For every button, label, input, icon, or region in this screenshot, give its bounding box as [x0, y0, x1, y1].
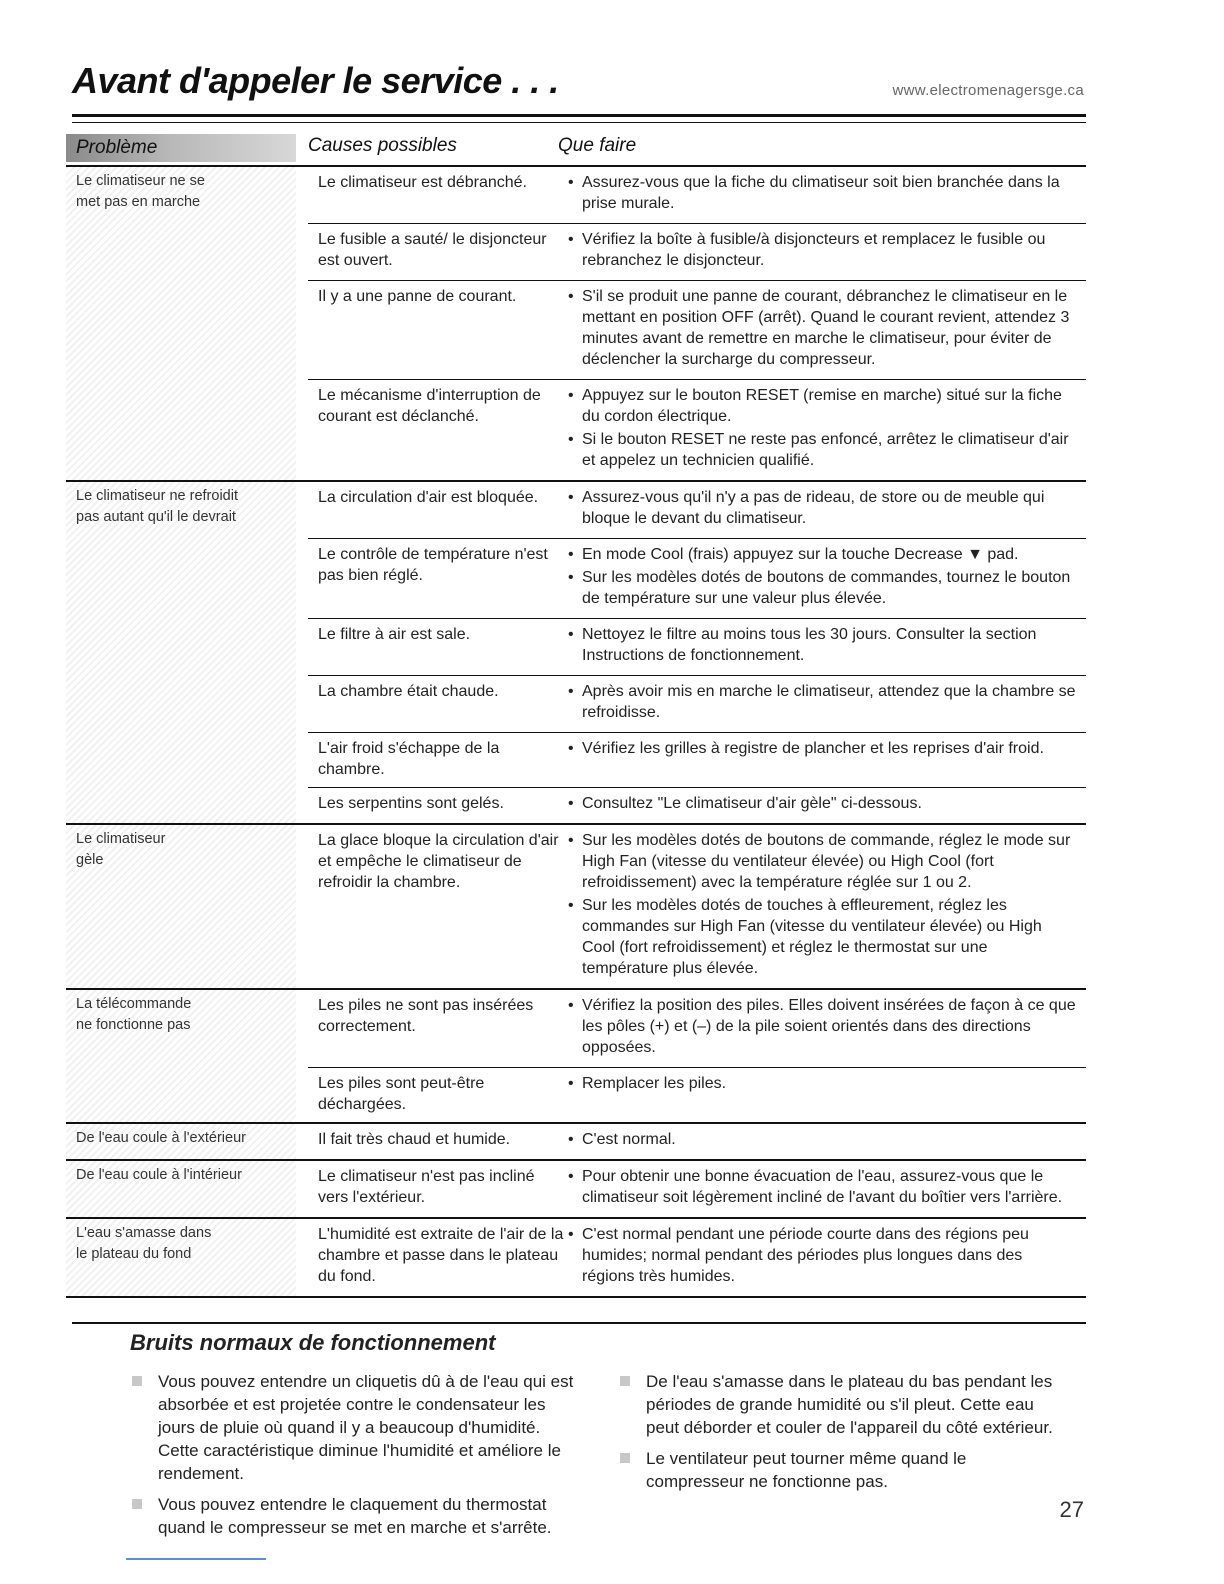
bullet-icon: • — [568, 683, 574, 700]
cause-text: Il y a une panne de courant. — [318, 288, 517, 305]
problem-group — [66, 482, 1086, 825]
fix-text: Si le bouton RESET ne reste pas enfoncé, arrêtez le climatiseur d'air et appelez un technicien qualifié. — [582, 431, 1069, 469]
fix-text: Sur les modèles dotés de touches à effleurement, réglez les commandes sur High Fan (vitesse du ventilateur élevée) ou High Cool (fort refroidissement) et réglez le thermostat sur une température plus élevée. — [582, 897, 1042, 977]
note-item — [618, 1447, 1068, 1493]
header-probleme: Problème — [66, 134, 296, 162]
fix-item — [568, 429, 1086, 471]
fix-text: Pour obtenir une bonne évacuation de l'eau, assurez-vous que le climatiseur soit légèrement incliné de l'avant du boîtier vers l'arrière. — [582, 1168, 1063, 1206]
problem-cell — [66, 825, 296, 988]
bullet-icon: • — [568, 174, 574, 191]
table-row — [308, 1161, 1086, 1217]
bullet-icon: • — [568, 832, 574, 849]
fix-text: En mode Cool (frais) appuyez sur la touche Decrease ▼ pad. — [582, 546, 1019, 563]
cause-text: La chambre était chaude. — [318, 683, 499, 700]
problem-group — [66, 167, 1086, 482]
note-text: De l'eau s'amasse dans le plateau du bas pendant les périodes de grande humidité ou s'il pleut. Cette eau peut déborder et couler de l'appareil du côté extérieur. — [646, 1372, 1053, 1437]
fix-item — [568, 624, 1086, 666]
problem-cell — [66, 1219, 296, 1296]
bullet-icon: • — [568, 387, 574, 404]
fix-item — [568, 229, 1086, 271]
fix-text: Consultez "Le climatiseur d'air gèle" ci-dessous. — [582, 795, 922, 812]
bullet-icon: • — [568, 997, 574, 1014]
header-rule-thin — [72, 122, 1086, 123]
cause-text: La glace bloque la circulation d'air et empêche le climatiseur de refroidir la chambre. — [318, 832, 559, 891]
problem-cell — [66, 167, 296, 480]
cause-text: Le fusible a sauté/ le disjoncteur est ouvert. — [318, 231, 547, 269]
fix-item — [568, 1224, 1086, 1287]
table-body — [66, 167, 1086, 1298]
table-row — [308, 1067, 1086, 1122]
fix-text: Assurez-vous que la fiche du climatiseur soit bien branchée dans la prise murale. — [582, 174, 1060, 212]
problem-text: ne fonctionne pas — [76, 1017, 191, 1033]
cause-text: Le mécanisme d'interruption de courant est déclanché. — [318, 387, 541, 425]
problem-cell — [66, 1124, 296, 1159]
bullet-icon: • — [568, 897, 574, 914]
problem-text: L'eau s'amasse dans — [76, 1225, 212, 1241]
square-bullet-icon — [620, 1453, 630, 1463]
problem-group — [66, 990, 1086, 1124]
problem-cell — [66, 482, 296, 823]
note-text: Vous pouvez entendre un cliquetis dû à de l'eau qui est absorbée et est projetée contre le condensateur les jours de pluie où quand il y a beaucoup d'humidité. Cette caractéristique diminue l'humidité et améliore le rendement. — [158, 1372, 574, 1483]
note-text: Vous pouvez entendre le claquement du thermostat quand le compresseur se met en marche et s'arrête. — [158, 1495, 552, 1537]
fix-item — [568, 544, 1086, 565]
fix-text: C'est normal pendant une période courte dans des régions peu humides; normal pendant des périodes plus longues dans des régions très humides. — [582, 1226, 1029, 1285]
footer-line — [126, 1558, 266, 1560]
cause-text: Les piles ne sont pas insérées correctement. — [318, 997, 534, 1035]
fix-item — [568, 1166, 1086, 1208]
fix-item — [568, 681, 1086, 723]
cause-text: Le climatiseur est débranché. — [318, 174, 527, 191]
fix-item — [568, 738, 1086, 759]
fix-text: Assurez-vous qu'il n'y a pas de rideau, de store ou de meuble qui bloque le devant du climatiseur. — [582, 489, 1045, 527]
bullet-icon: • — [568, 489, 574, 506]
fix-item — [568, 830, 1086, 893]
table-row — [308, 482, 1086, 538]
cause-text: Les serpentins sont gelés. — [318, 795, 504, 812]
problem-text: Le climatiseur ne se — [76, 173, 205, 189]
fix-item — [568, 995, 1086, 1058]
fix-text: Après avoir mis en marche le climatiseur, attendez que la chambre se refroidisse. — [582, 683, 1076, 721]
problem-group — [66, 1219, 1086, 1298]
section-rule — [72, 1322, 1086, 1324]
table-row — [308, 618, 1086, 675]
table-row — [308, 787, 1086, 823]
cause-text: Le filtre à air est sale. — [318, 626, 471, 643]
problem-text: gèle — [76, 852, 104, 868]
bullet-icon: • — [568, 288, 574, 305]
fix-text: Remplacer les piles. — [582, 1075, 727, 1092]
table-row — [308, 280, 1086, 379]
fix-item — [568, 172, 1086, 214]
cause-text: Il fait très chaud et humide. — [318, 1131, 511, 1148]
fix-item — [568, 385, 1086, 427]
fix-text: Sur les modèles dotés de boutons de commande, réglez le mode sur High Fan (vitesse du ventilateur élevée) ou High Cool (fort refroidissement) avec la température réglée sur 1 ou 2. — [582, 832, 1071, 891]
problem-text: pas autant qu'il le devrait — [76, 509, 236, 525]
table-row — [308, 223, 1086, 280]
note-item — [130, 1493, 580, 1539]
problem-text: Le climatiseur ne refroidit — [76, 488, 238, 504]
fix-text: Vérifiez les grilles à registre de plancher et les reprises d'air froid. — [582, 740, 1044, 757]
bullet-icon: • — [568, 546, 574, 563]
table-row — [308, 167, 1086, 223]
fix-text: Vérifiez la position des piles. Elles doivent insérées de façon à ce que les pôles (+) et (–) de la pile soient orientés dans des directions opposées. — [582, 997, 1076, 1056]
fix-item — [568, 793, 1086, 814]
problem-text: De l'eau coule à l'extérieur — [76, 1130, 246, 1146]
table-row — [308, 1124, 1086, 1159]
cause-text: L'humidité est extraite de l'air de la chambre et passe dans le plateau du fond. — [318, 1226, 564, 1285]
problem-cell — [66, 990, 296, 1122]
fix-text: C'est normal. — [582, 1131, 676, 1148]
table-header — [66, 133, 1086, 167]
table-row — [308, 825, 1086, 988]
fix-item — [568, 286, 1086, 370]
bullet-icon: • — [568, 431, 574, 448]
table-row — [308, 538, 1086, 618]
fix-item — [568, 895, 1086, 979]
notes-right-column — [618, 1370, 1068, 1501]
notes-left-column — [130, 1370, 580, 1547]
bullet-icon: • — [568, 231, 574, 248]
problem-group — [66, 825, 1086, 990]
bullet-icon: • — [568, 795, 574, 812]
square-bullet-icon — [620, 1376, 630, 1386]
bullet-icon: • — [568, 1226, 574, 1243]
note-item — [130, 1370, 580, 1485]
header-rule — [72, 114, 1086, 117]
fix-text: Nettoyez le filtre au moins tous les 30 jours. Consulter la section Instructions de fonctionnement. — [582, 626, 1037, 664]
table-row — [308, 732, 1086, 787]
square-bullet-icon — [132, 1499, 142, 1509]
cause-text: Le climatiseur n'est pas incliné vers l'extérieur. — [318, 1168, 535, 1206]
table-row — [308, 990, 1086, 1067]
page-title: Avant d'appeler le service . . . — [72, 60, 559, 101]
bullet-icon: • — [568, 1168, 574, 1185]
fix-item — [568, 567, 1086, 609]
page-number: 27 — [1059, 1497, 1084, 1522]
fix-text: Vérifiez la boîte à fusible/à disjoncteurs et remplacez le fusible ou rebranchez le disjoncteur. — [582, 231, 1046, 269]
table-row — [308, 1219, 1086, 1296]
troubleshooting-table — [66, 133, 1086, 1298]
header-que-faire: Que faire — [558, 135, 637, 156]
problem-group — [66, 1124, 1086, 1161]
note-item — [618, 1370, 1068, 1439]
problem-text: La télécommande — [76, 996, 192, 1012]
cause-text: Les piles sont peut-être déchargées. — [318, 1075, 485, 1113]
bullet-icon: • — [568, 1131, 574, 1148]
note-text: Le ventilateur peut tourner même quand le compresseur ne fonctionne pas. — [646, 1449, 967, 1491]
fix-item — [568, 487, 1086, 529]
problem-text: Le climatiseur — [76, 831, 166, 847]
cause-text: Le contrôle de température n'est pas bien réglé. — [318, 546, 548, 584]
problem-cell — [66, 1161, 296, 1217]
problem-text: le plateau du fond — [76, 1246, 192, 1262]
square-bullet-icon — [132, 1376, 142, 1386]
bullet-icon: • — [568, 1075, 574, 1092]
bullet-icon: • — [568, 569, 574, 586]
bullet-icon: • — [568, 626, 574, 643]
cause-text: La circulation d'air est bloquée. — [318, 489, 539, 506]
fix-text: Appuyez sur le bouton RESET (remise en marche) situé sur la fiche du cordon électrique. — [582, 387, 1062, 425]
cause-text: L'air froid s'échappe de la chambre. — [318, 740, 500, 778]
fix-item — [568, 1129, 1086, 1150]
problem-group — [66, 1161, 1086, 1219]
table-row — [308, 379, 1086, 480]
section-title: Bruits normaux de fonctionnement — [130, 1330, 496, 1355]
website-url[interactable]: www.electromenagersge.ca — [892, 82, 1084, 99]
table-row — [308, 675, 1086, 732]
fix-item — [568, 1073, 1086, 1094]
problem-text: De l'eau coule à l'intérieur — [76, 1167, 242, 1183]
header-causes: Causes possibles — [308, 135, 457, 156]
fix-text: Sur les modèles dotés de boutons de commandes, tournez le bouton de température sur une valeur plus élevée. — [582, 569, 1071, 607]
fix-text: S'il se produit une panne de courant, débranchez le climatiseur en le mettant en position OFF (arrêt). Quand le courant revient, attendez 3 minutes avant de remettre en marche le climatiseur, pour éviter de déclencher la surcharge du compresseur. — [582, 288, 1070, 368]
bullet-icon: • — [568, 740, 574, 757]
problem-text: met pas en marche — [76, 194, 201, 210]
